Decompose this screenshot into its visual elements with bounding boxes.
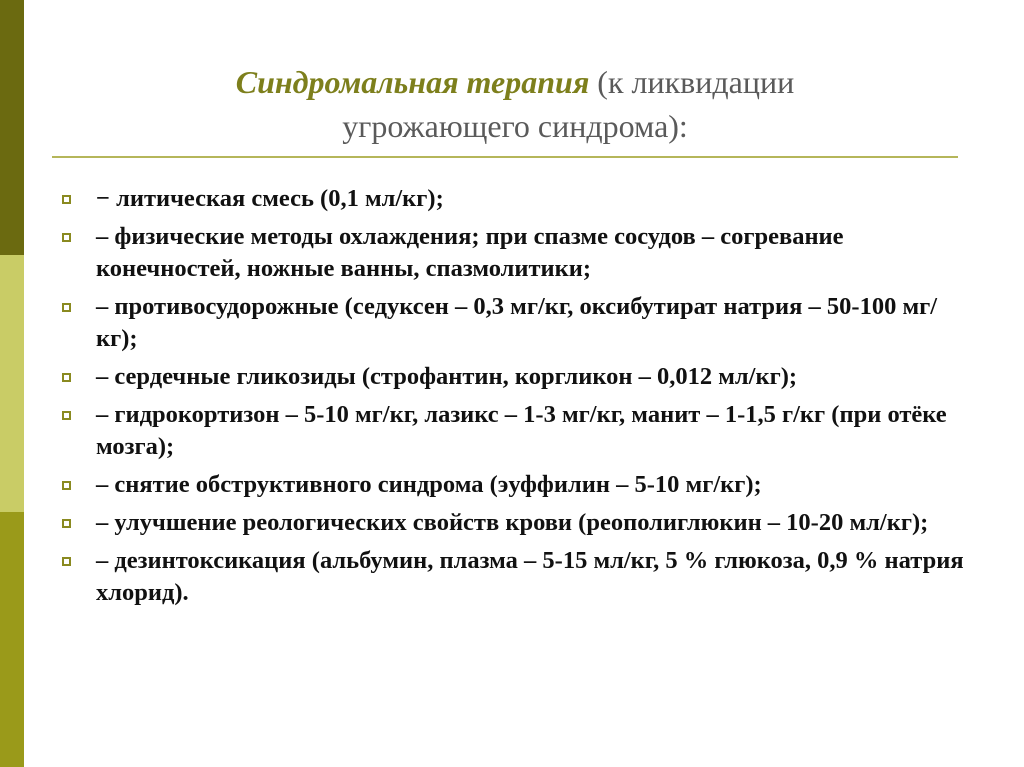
list-item-text: – сердечные гликозиды (строфантин, коргликон – 0,012 мл/кг); — [96, 363, 798, 390]
list-item-text: – физические методы охлаждения; при спазме сосудов – согревание конечностей, ножные ванны, спазмолитики; — [96, 223, 844, 282]
side-bar-top — [0, 0, 24, 255]
list-item — [62, 291, 967, 355]
title-divider — [52, 156, 958, 158]
square-bullet-icon — [62, 557, 71, 566]
list-item-text: − литическая смесь (0,1 мл/кг); — [96, 185, 444, 212]
square-bullet-icon — [62, 481, 71, 490]
slide-title-emphasis: Синдромальная терапия — [235, 64, 590, 100]
list-item — [62, 361, 967, 393]
list-item-text: – противосудорожные (седуксен – 0,3 мг/кг, оксибутират натрия – 50-100 мг/кг); — [96, 293, 938, 352]
square-bullet-icon — [62, 195, 71, 204]
list-item-text: – улучшение реологических свойств крови (реополиглюкин – 10-20 мл/кг); — [96, 509, 929, 536]
list-item — [62, 183, 967, 215]
slide-title-rest-line2: угрожающего синдрома): — [342, 108, 688, 144]
square-bullet-icon — [62, 303, 71, 312]
list-item — [62, 545, 967, 609]
square-bullet-icon — [62, 411, 71, 420]
list-item-text: – гидрокортизон – 5-10 мг/кг, лазикс – 1-3 мг/кг, манит – 1-1,5 г/кг (при отёке мозга); — [96, 401, 947, 460]
list-item — [62, 221, 967, 285]
square-bullet-icon — [62, 373, 71, 382]
side-bar-middle — [0, 255, 24, 512]
slide-title-rest-line1: (к ликвидации — [589, 64, 795, 100]
list-item-text: – дезинтоксикация (альбумин, плазма – 5-15 мл/кг, 5 % глюкоза, 0,9 % натрия хлорид). — [96, 547, 964, 606]
list-item — [62, 399, 967, 463]
square-bullet-icon — [62, 519, 71, 528]
list-item-text: – снятие обструктивного синдрома (эуффилин – 5-10 мг/кг); — [96, 471, 762, 498]
slide-title — [60, 60, 970, 148]
bullet-list — [62, 183, 967, 615]
square-bullet-icon — [62, 233, 71, 242]
side-bar-bottom — [0, 512, 24, 767]
list-item — [62, 469, 967, 501]
list-item — [62, 507, 967, 539]
